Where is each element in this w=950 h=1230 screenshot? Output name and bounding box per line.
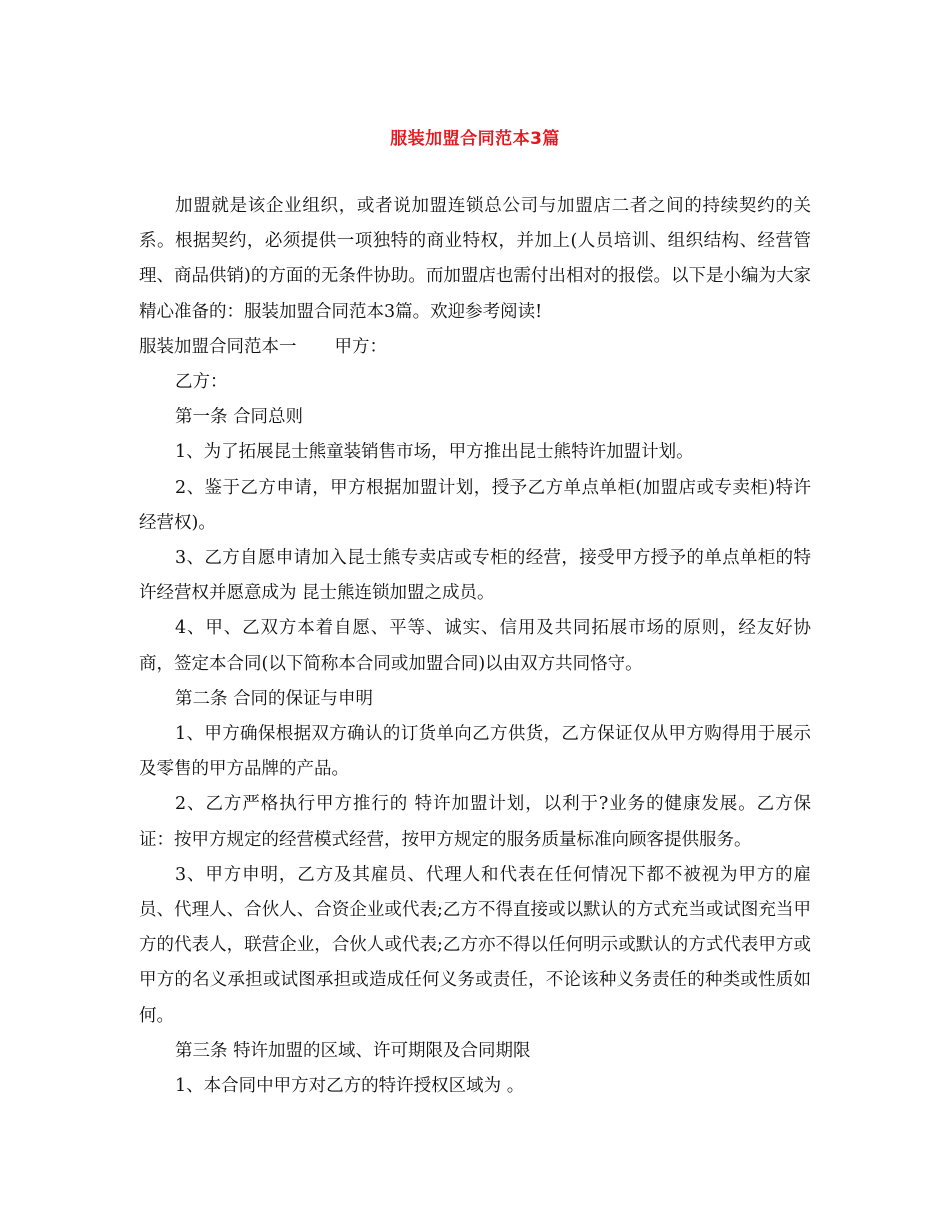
article-1-clause-1: 1、为了拓展昆士熊童装销售市场，甲方推出昆士熊特许加盟计划。 <box>175 442 694 463</box>
article-2-clause-1: 1、甲方确保根据双方确认的订货单向乙方供货，乙方保证仅从甲方购得用于展示及零售的甲方品牌的产品。 <box>139 724 811 780</box>
article-2-heading: 第二条 合同的保证与申明 <box>175 688 374 709</box>
article-1-clause-4: 4、甲、乙双方本着自愿、平等、诚实、信用及共同拓展市场的原则，经友好协商，签定本合同(以下简称本合同或加盟合同)以由双方共同恪守。 <box>139 618 811 674</box>
article-3-clause-1: 1、本合同中甲方对乙方的特许授权区域为 。 <box>175 1076 525 1097</box>
intro-paragraph: 加盟就是该企业组织，或者说加盟连锁总公司与加盟店二者之间的持续契约的关系。根据契约，必须提供一项独特的商业特权，并加上(人员培训、组织结构、经营管理、商品供销)的方面的无条件协助。而加盟店也需付出相对的报偿。以下是小编为大家精心准备的：服装加盟合同范本3篇。欢迎参考阅读! <box>139 196 811 322</box>
contract-heading-line <box>139 330 811 365</box>
article-2-clause-2: 2、乙方严格执行甲方推行的 特许加盟计划，以利于?业务的健康发展。乙方保证：按甲方规定的经营模式经营，按甲方规定的服务质量标准向顾客提供服务。 <box>139 794 811 850</box>
article-1-clause-2: 2、鉴于乙方申请，甲方根据加盟计划，授予乙方单点单柜(加盟店或专卖柜)特许经营权)。 <box>139 477 811 533</box>
article-2-clause-3: 3、甲方申明，乙方及其雇员、代理人和代表在任何情况下都不被视为甲方的雇员、代理人、合伙人、合资企业或代表;乙方不得直接或以默认的方式充当或试图充当甲方的代表人，联营企业，合伙人或代表;乙方亦不得以任何明示或默认的方式代表甲方或甲方的名义承担或试图承担或造成任何义务或责任，不论该种义务责任的种类或性质如何。 <box>139 864 811 1026</box>
party-a-label: 甲方： <box>334 336 387 357</box>
contract-one-heading: 服装加盟合同范本一 <box>139 336 297 357</box>
article-1-heading: 第一条 合同总则 <box>175 407 304 428</box>
document-body <box>139 189 811 1104</box>
document-title: 服装加盟合同范本3篇 <box>390 129 560 149</box>
party-b-label: 乙方： <box>175 372 228 393</box>
article-1-clause-3: 3、乙方自愿申请加入昆士熊专卖店或专柜的经营，接受甲方授予的单点单柜的特许经营权并愿意成为 昆士熊连锁加盟之成员。 <box>139 548 811 604</box>
article-3-heading: 第三条 特许加盟的区域、许可期限及合同期限 <box>175 1040 531 1061</box>
